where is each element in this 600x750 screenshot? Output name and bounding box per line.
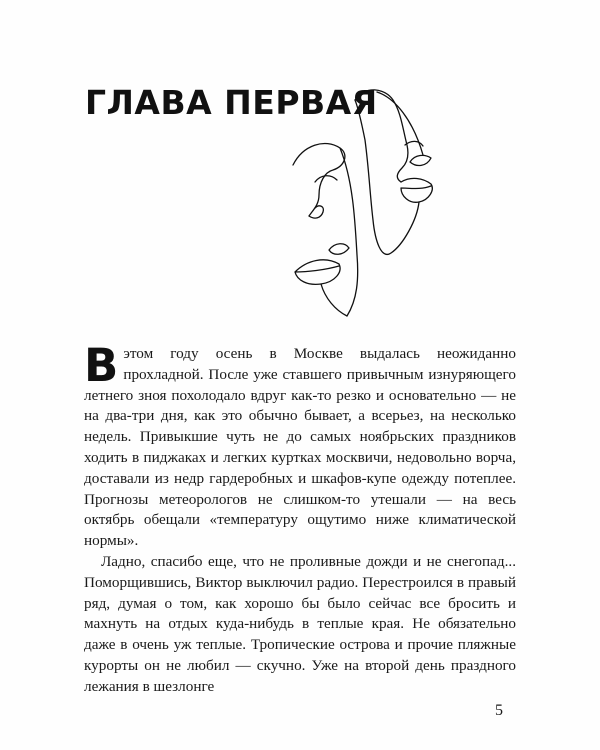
left-face-lips bbox=[295, 260, 340, 285]
page-number: 5 bbox=[495, 702, 503, 719]
connecting-line bbox=[340, 148, 358, 316]
chapter-title: ГЛАВА ПЕРВАЯ bbox=[85, 83, 378, 122]
two-faces-line-art-icon bbox=[285, 70, 465, 320]
drop-cap: В bbox=[84, 339, 119, 392]
right-face-outline bbox=[355, 90, 408, 182]
chapter-body bbox=[84, 339, 516, 698]
leaf-detail bbox=[410, 155, 431, 165]
left-leaf-detail bbox=[329, 244, 349, 255]
paragraph-1-text: этом году осень в Москве выдалась неожиданно прохладной. После уже ставшего привычным изнуряющего летнего зноя похолодало вдруг как-то резко и основательно — не на два-три дня, как это обычно бывает, а всерьез, на несколько недель. Привыкшие чуть не до самых ноябрьских праздников ходить в пиджаках и легких куртках москвичи, недовольно ворча, доставали из недр гардеробных и шкафов-купе одежду потеплее. Прогнозы метеорологов не слишком-то утешали — на весь октябрь обещали «температуру ощутимо ниже климатической нормы». bbox=[84, 345, 516, 550]
right-face-brow bbox=[377, 92, 423, 155]
right-face-lips bbox=[401, 178, 432, 202]
paragraph-2: Ладно, спасибо еще, что не проливные дожди и не снегопад... Поморщившись, Виктор выключил радио. Перестроился в правый ряд, думая о том, как хорошо бы было сейчас все бросить и махнуть на отдых куда-нибудь в теплые края. Не обязательно даже в очень уж теплые. Тропические острова и прочие пляжные курорты он не любил — скучно. Уже на второй день праздного лежания в шезлонге bbox=[84, 552, 516, 695]
left-face-chin bbox=[321, 284, 347, 316]
paragraph-1 bbox=[84, 339, 516, 552]
left-face-eye bbox=[315, 176, 337, 182]
